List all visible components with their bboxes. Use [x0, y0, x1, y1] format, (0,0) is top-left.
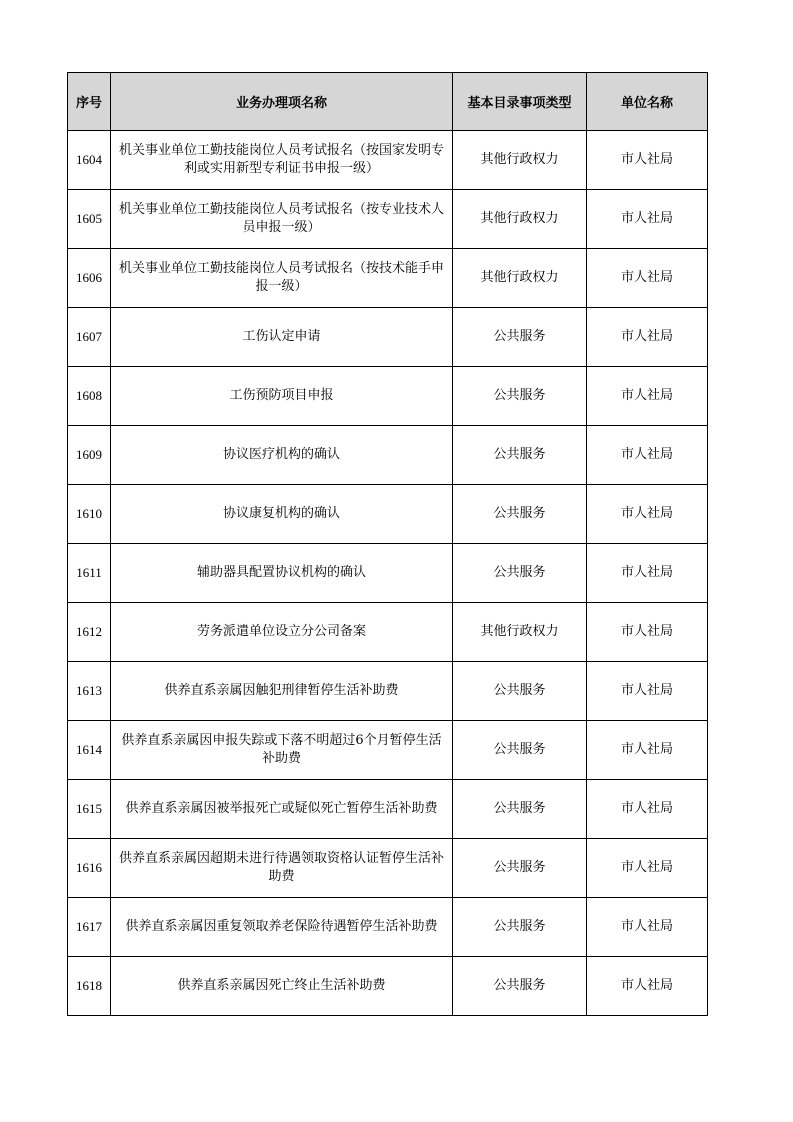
row-unit: 市人社局: [587, 544, 708, 603]
header-unit: 单位名称: [587, 73, 708, 131]
table-row: [68, 308, 708, 367]
header-type: 基本目录事项类型: [453, 73, 587, 131]
row-name: 供养直系亲属因超期未进行待遇领取资格认证暂停生活补助费: [111, 839, 453, 898]
row-seq: 1605: [68, 190, 111, 249]
row-seq: 1607: [68, 308, 111, 367]
row-unit: 市人社局: [587, 308, 708, 367]
row-name: 劳务派遣单位设立分公司备案: [111, 603, 453, 662]
row-type: 公共服务: [453, 721, 587, 780]
header-name: 业务办理项名称: [111, 73, 453, 131]
service-items-table: [67, 72, 708, 1016]
row-seq: 1604: [68, 131, 111, 190]
row-unit: 市人社局: [587, 662, 708, 721]
row-type: 公共服务: [453, 367, 587, 426]
row-seq: 1617: [68, 898, 111, 957]
table-row: [68, 957, 708, 1016]
row-unit: 市人社局: [587, 131, 708, 190]
row-seq: 1612: [68, 603, 111, 662]
row-unit: 市人社局: [587, 190, 708, 249]
row-unit: 市人社局: [587, 957, 708, 1016]
table-row: [68, 131, 708, 190]
header-row: [68, 73, 708, 131]
row-unit: 市人社局: [587, 839, 708, 898]
row-name: 机关事业单位工勤技能岗位人员考试报名（按技术能手申报一级）: [111, 249, 453, 308]
row-type: 公共服务: [453, 839, 587, 898]
row-unit: 市人社局: [587, 603, 708, 662]
row-type: 公共服务: [453, 957, 587, 1016]
table-row: [68, 485, 708, 544]
row-name: 供养直系亲属因申报失踪或下落不明超过6个月暂停生活补助费: [111, 721, 453, 780]
row-seq: 1618: [68, 957, 111, 1016]
row-name: 供养直系亲属因被举报死亡或疑似死亡暂停生活补助费: [111, 780, 453, 839]
row-unit: 市人社局: [587, 485, 708, 544]
row-name: 协议医疗机构的确认: [111, 426, 453, 485]
row-seq: 1606: [68, 249, 111, 308]
row-type: 公共服务: [453, 780, 587, 839]
row-unit: 市人社局: [587, 898, 708, 957]
table-row: [68, 367, 708, 426]
table-row: [68, 603, 708, 662]
table-row: [68, 426, 708, 485]
row-type: 公共服务: [453, 308, 587, 367]
row-name: 供养直系亲属因重复领取养老保险待遇暂停生活补助费: [111, 898, 453, 957]
row-name: 机关事业单位工勤技能岗位人员考试报名（按专业技术人员申报一级）: [111, 190, 453, 249]
row-unit: 市人社局: [587, 426, 708, 485]
table-row: [68, 249, 708, 308]
row-type: 公共服务: [453, 485, 587, 544]
row-unit: 市人社局: [587, 721, 708, 780]
table-row: [68, 898, 708, 957]
row-seq: 1613: [68, 662, 111, 721]
row-name: 供养直系亲属因死亡终止生活补助费: [111, 957, 453, 1016]
row-type: 其他行政权力: [453, 190, 587, 249]
table-row: [68, 190, 708, 249]
row-type: 其他行政权力: [453, 131, 587, 190]
row-type: 公共服务: [453, 898, 587, 957]
row-name: 协议康复机构的确认: [111, 485, 453, 544]
row-type: 其他行政权力: [453, 603, 587, 662]
row-seq: 1611: [68, 544, 111, 603]
table-row: [68, 544, 708, 603]
row-name: 供养直系亲属因触犯刑律暂停生活补助费: [111, 662, 453, 721]
row-seq: 1616: [68, 839, 111, 898]
row-type: 公共服务: [453, 662, 587, 721]
row-type: 公共服务: [453, 426, 587, 485]
row-seq: 1610: [68, 485, 111, 544]
row-name: 工伤预防项目申报: [111, 367, 453, 426]
row-name: 辅助器具配置协议机构的确认: [111, 544, 453, 603]
row-unit: 市人社局: [587, 367, 708, 426]
row-type: 其他行政权力: [453, 249, 587, 308]
row-name: 机关事业单位工勤技能岗位人员考试报名（按国家发明专利或实用新型专利证书申报一级）: [111, 131, 453, 190]
row-seq: 1614: [68, 721, 111, 780]
table-row: [68, 780, 708, 839]
row-unit: 市人社局: [587, 780, 708, 839]
row-name: 工伤认定申请: [111, 308, 453, 367]
table-row: [68, 721, 708, 780]
row-seq: 1609: [68, 426, 111, 485]
table-row: [68, 839, 708, 898]
row-seq: 1608: [68, 367, 111, 426]
row-seq: 1615: [68, 780, 111, 839]
header-seq: 序号: [68, 73, 111, 131]
table-row: [68, 662, 708, 721]
row-type: 公共服务: [453, 544, 587, 603]
row-unit: 市人社局: [587, 249, 708, 308]
